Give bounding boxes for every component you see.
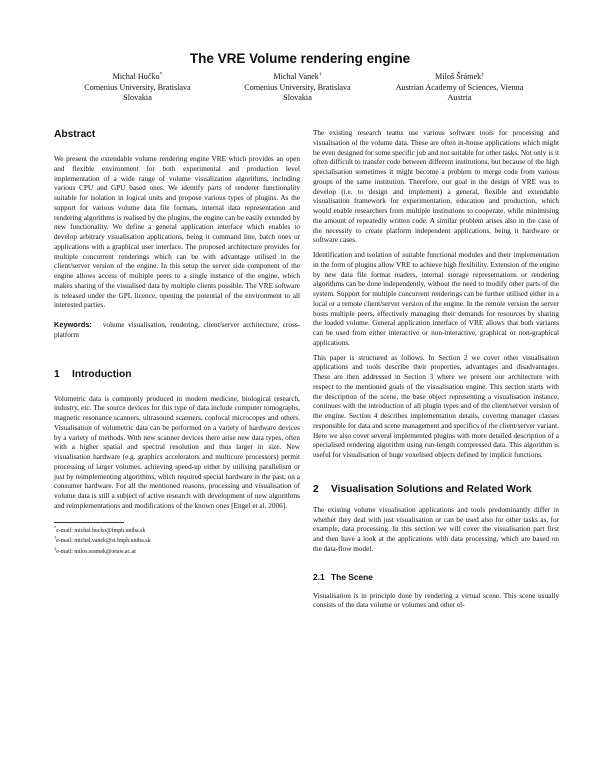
section-number: 2.1 xyxy=(313,571,325,582)
section-number: 2 xyxy=(313,483,319,495)
footnote-mark: * xyxy=(159,71,163,78)
author-block xyxy=(50,72,550,112)
intro-text: Volumetric data is commonly produced in modern medicine, biological research, industry, etc. The source devices for this type of data include computer tomographs, magnetic resonance scanners, ultrasound scanners, confocal microcopes and others. Visualisation of volumetric data can be performed on a variety of hardware devices by a variety of methods. With new scanner devices there arise new data types, often with a higher spatial and spectral resolution and thus larger in size. New visualisation hardware (e.g. graphics accelerators and multicore processors) permit processing of larger volumes, achieving speed-up either by utilising parallelism or just by reimplementing algorithms, which required special hardware in the past, on a consumer hardware. For all the mentioned reasons, processing and visualisation of volume data is still a subject of active research with development of new algorithms and reimplementations and modifications of the known ones [Engel et al. 2006]. xyxy=(54,394,300,510)
abstract-heading: Abstract xyxy=(54,129,96,140)
author-name: Michal Vanek xyxy=(273,72,319,81)
footnote-1: *e-mail: michal.hucko@fmph.uniba.sk xyxy=(54,524,146,534)
intro-heading xyxy=(54,368,300,381)
section-title: Visualisation Solutions and Related Work xyxy=(331,483,532,495)
author-3 xyxy=(372,72,547,104)
author-1 xyxy=(50,72,225,104)
author-affiliation: Comenius University, Bratislava xyxy=(244,82,351,92)
footnote-2: †e-mail: michal.vanek@st.fmph.uniba.sk xyxy=(54,535,151,545)
footnote-mark: † xyxy=(318,71,322,78)
paragraph: The existing research teams use various software tools for processing and visualisation of the volume data. These are often in-house applications which might be even designed for some specific job and not suitable for other tasks. Not only is it often difficult to transfer code between different institutions, but because of the high specialisation sometimes it might become a problem to merge code from various groups of the same institution. Therefore, our goal in the design of VRE was to develop (i.e. to design and implement) a general, flexible and extendable visualisation framework for experimentation, education and production, which would enable researchers from multiple institutions to cooperate, while minimising the amount of repeatedly written code. A similar problem arises also in the case of the necessity to create platform independent applications, being it hardware or software cases. xyxy=(313,129,559,245)
section-2-1-heading xyxy=(313,572,559,583)
paper-title: The VRE Volume rendering engine xyxy=(189,51,411,66)
author-affiliation: Comenius University, Bratislava xyxy=(84,82,191,92)
keywords xyxy=(54,320,300,341)
author-name: Miloš Šrámek xyxy=(435,72,482,81)
paragraph: Identification and isolation of suitable functional modules and their implementation in the form of plugins allow VRE to achieve high flexibility. Extension of the engine by new data file format readers, internal storage representations or rendering algorithms can be done independently, without the need to modify other parts of the system. Support for multiple concurrent renderings can be further utilised either in a local or a remote client/server version of the engine. In the remote version the server hosts multiple peers, effectively managing their demands for resources by sharing the loaded volume. General application interface of VRE allows that both variants can be used from either interactive or non-interactive, graphical or non-graphical applications. xyxy=(313,251,559,347)
author-country: Slovakia xyxy=(123,93,152,103)
author-name: Michal Hučko xyxy=(112,72,160,81)
section-number: 1 xyxy=(54,368,60,380)
footnote-mark: ‡ xyxy=(481,71,484,78)
author-2 xyxy=(210,72,385,104)
keywords-text: volume visualisation, rendering, client/server architecture, cross-platform xyxy=(54,321,301,339)
footnote-3: ‡e-mail: milos.sramek@oeaw.ac.at xyxy=(54,546,136,556)
section-2-text: The existing volume visualisation applications and tools predominantly differ in whether they deal with just visualisation or can be used also for other tasks as, for example, data processing. In this section we will cover the visualisation part first and then have a look at the applications with data processing, which are based on the data-flow model. xyxy=(313,505,559,553)
author-country: Slovakia xyxy=(283,93,312,103)
section-title: Introduction xyxy=(72,368,132,380)
footnotes xyxy=(54,524,300,557)
keywords-label: Keywords: xyxy=(54,320,92,329)
paragraph: This paper is structured as follows. In Section 2 we cover other visualisation applications and tools describe their properties, advantages and disadvantages. These are then addressed in Section 3 where we present our architecture with respect to the mentioned goals of the visualisation engine. This section starts with the description of the scene, the base object representing a visualisation instance, continues with the introduction of all plugin types and of the client/server version of the engine. Section 4 describes implementation details, covering manager classes responsible for data and scene management and specifics of the client/server variant. Here we also cover several implemented plugins with more detailed description of a specialised rendering algorithm using run-length compressed data. This algorithm is useful for visualisation of huge voxelised objects defined by implicit functions. xyxy=(313,353,559,459)
right-column xyxy=(313,129,559,611)
section-2-heading xyxy=(313,483,559,496)
left-column xyxy=(54,128,300,556)
section-title: The Scene xyxy=(331,571,373,582)
section-2-1-text: Visualisation is in principle done by rendering a virtual scene. This scene usually consists of the data volume or volumes and other el- xyxy=(313,591,559,610)
author-affiliation: Austrian Academy of Sciences, Vienna xyxy=(395,82,524,92)
abstract-text: We present the extendable volume rendering engine VRE which provides an open and flexible environment for both experimental and production level implementation of a wide range of volume visualization algorithms, including various CPU and GPU based ones. We identify parts of renderer functionality suitable for isolation in logical units and propose various types of plugins. As the support for various volume data file formats, internal data representation and rendering algorithms is realised by the plugins, the engine can be easily extended by new functionality. We define a general application interface which enables to develop arbitrary visualisation applications, being it command line, batch ones or applications with a graphical user interface. The proposed architecture provides for multiple concurrent renderings which can be with advantage utilised in the client/server version of the engine. In this setup the server side component of the engine allows access of multiple peers to a single instance of the engine, which makes sharing of the visualised data by multiple clients possible. The VRE software is released under the GPL licence, opening the potential of the environment to all interested parties. xyxy=(54,155,300,310)
author-country: Austria xyxy=(447,93,472,103)
